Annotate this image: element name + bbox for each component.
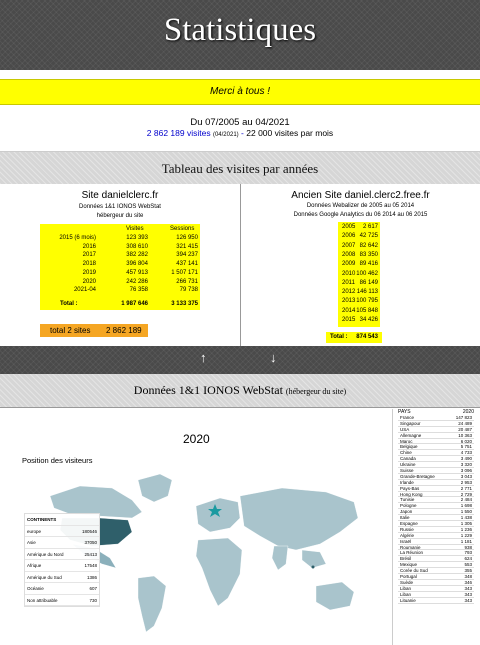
country-value: 2 729	[460, 491, 472, 497]
country-name: Chine	[400, 450, 412, 456]
site1-row-sessions: 437 141	[176, 261, 198, 268]
country-value: 24 489	[458, 420, 472, 426]
country-name: Israël	[400, 538, 412, 544]
continent-row	[25, 560, 99, 572]
period-text: Du 07/2005 au 04/2021	[190, 117, 290, 128]
site2-row-year: 2009	[342, 261, 356, 268]
site1-total-visits: 1 987 646	[121, 301, 148, 307]
southeast-asia	[302, 550, 326, 568]
country-name: La Réunion	[400, 550, 424, 556]
site2-title: Ancien Site daniel.clerc2.free.fr	[291, 190, 430, 201]
country-name: Liban	[400, 585, 412, 591]
site1-row-year: 2017	[82, 252, 96, 259]
site1-row-year: 2018	[82, 261, 96, 268]
country-value: 1 236	[460, 526, 472, 532]
continent-value: 37050	[84, 540, 97, 545]
site2-row-year: 2011	[342, 279, 355, 286]
country-name: Belgique	[400, 444, 418, 450]
country-list	[398, 415, 474, 604]
site2-row-value: 82 642	[359, 242, 378, 249]
country-value: 147 823	[455, 415, 472, 420]
site2-row-year: 2010	[342, 270, 356, 277]
country-name: Irlande	[400, 479, 414, 485]
continent-value: 607	[89, 586, 97, 591]
site1-row-sessions: 321 415	[176, 243, 198, 250]
site2-total-value: 874 543	[356, 334, 378, 340]
country-value: 938	[464, 544, 472, 550]
country-value: 1 438	[460, 515, 472, 521]
continent-name: europe	[27, 528, 42, 534]
country-name: Roumanie	[400, 544, 421, 550]
country-value: 3 320	[460, 462, 472, 468]
site1-row-year: 2015 (6 mois)	[59, 235, 96, 241]
country-header-year: 2020	[462, 409, 474, 415]
site1-row-visits: 242 286	[126, 278, 148, 285]
country-value: 355	[464, 568, 472, 574]
site2-row-value: 105 848	[356, 307, 378, 314]
site2-row-value: 34 426	[359, 317, 378, 323]
continents-header-row	[25, 514, 99, 526]
navigation-band	[0, 346, 480, 374]
country-name: Pologne	[400, 503, 417, 509]
country-value: 20 487	[458, 426, 472, 432]
country-value: 3 096	[460, 468, 472, 474]
site1-row-visits: 382 282	[126, 252, 148, 259]
site1-row-visits: 396 804	[126, 261, 148, 268]
site2-row-value: 42 725	[359, 233, 378, 240]
country-name: Grande-Bretagne	[400, 473, 435, 479]
tableau-title: Tableau des visites par années	[161, 161, 319, 176]
country-value: 1 305	[460, 521, 472, 527]
continent-value: 180546	[81, 528, 97, 534]
country-value: 793	[464, 550, 472, 556]
country-value: 2 771	[460, 485, 472, 491]
country-name: Mexique	[400, 562, 418, 568]
site1-col-visits: Visites	[126, 226, 144, 232]
site2-total-label: Total :	[330, 334, 348, 340]
country-name: Ukraine	[400, 462, 416, 468]
country-name: Suède	[400, 579, 414, 585]
site1-source: Données 1&1 IONOS WebStat	[79, 204, 161, 210]
india	[272, 546, 288, 570]
country-value: 3 490	[460, 456, 472, 462]
continent-row	[25, 572, 99, 584]
visits-summary	[0, 128, 480, 138]
country-value: 1 181	[460, 538, 472, 544]
continent-name: Non attribuable	[27, 597, 58, 603]
site1-row-sessions: 126 950	[176, 235, 198, 241]
site2-source2: Données Google Analytics du 06 2014 au 06 2015	[293, 212, 428, 218]
country-value: 343	[464, 585, 472, 591]
country-value: 2 953	[460, 479, 472, 485]
continents-header: CONTINENTS	[27, 517, 57, 522]
site2-row-year: 2015	[342, 317, 356, 323]
country-name: Hong Kong	[400, 491, 423, 497]
grand-total-label: total 2 sites	[50, 326, 91, 335]
site2-row-year: 2007	[342, 242, 356, 249]
total-visits: 2 862 189 visites	[146, 128, 211, 138]
map-label: Position des visiteurs	[22, 456, 93, 465]
country-name: Tunisie	[400, 497, 415, 503]
site1-row-visits: 76 358	[129, 287, 148, 294]
continent-row	[25, 537, 99, 549]
continent-row	[25, 583, 99, 595]
country-name: Brésil	[400, 556, 412, 562]
thanks-message: Merci à tous !	[209, 86, 271, 97]
singapore-dot	[312, 566, 315, 569]
site2-row-year: 2006	[342, 233, 356, 240]
continent-name: Océanie	[27, 586, 44, 591]
country-name: Portugal	[400, 574, 417, 580]
country-name: Maroc	[400, 438, 413, 444]
site1-total-sessions: 3 133 375	[171, 301, 198, 307]
continents-table	[24, 513, 100, 607]
site2-row-year: 2012	[342, 289, 356, 296]
country-value: 1 229	[460, 532, 472, 538]
site1-row-year: 2021-04	[73, 287, 96, 294]
greenland	[138, 474, 172, 502]
scroll-down-arrow[interactable]: ↓	[270, 350, 277, 365]
country-name: Pays-Bas	[400, 485, 420, 491]
ionos-title	[0, 383, 480, 398]
country-name: Canada	[400, 456, 416, 462]
site2-row-year: 2014	[342, 307, 356, 314]
visits-note: (04/2021)	[212, 132, 239, 138]
site1-row-visits: 308 610	[126, 243, 148, 250]
continent-value: 730	[89, 597, 97, 603]
country-value: 553	[464, 562, 472, 568]
country-header-label: PAYS	[398, 409, 411, 415]
site2-row-year: 2008	[342, 251, 356, 258]
site2-row-value: 2 617	[362, 224, 378, 230]
country-name: Italie	[400, 515, 410, 521]
continent-value: 1386	[86, 574, 97, 580]
site1-row-sessions: 394 237	[176, 252, 198, 259]
australia	[316, 582, 354, 610]
site2-row-year: 2013	[342, 298, 356, 305]
site1-row-year: 2016	[82, 243, 96, 250]
site1-col-sessions: Sessions	[170, 226, 195, 232]
continent-row	[25, 549, 99, 561]
continent-name: Amérique du Sud	[27, 574, 62, 580]
continent-value: 25413	[84, 551, 97, 557]
ionos-title-main: Données 1&1 IONOS WebStat	[133, 383, 283, 397]
page-title: Statistiques	[163, 12, 317, 48]
site2-row-value: 100 462	[356, 270, 378, 277]
country-name: Japon	[400, 509, 413, 515]
continent-value: 17548	[84, 563, 97, 568]
country-name: Liban	[400, 591, 412, 597]
site1-host: hébergeur du site	[96, 213, 144, 219]
country-value: 348	[464, 574, 472, 580]
country-name: Espagne	[400, 521, 418, 527]
site2-row-value: 89 416	[359, 261, 378, 268]
site2-row-value: 83 350	[359, 251, 378, 258]
continent-row	[25, 526, 99, 538]
site2-row-value: 146 113	[356, 289, 378, 296]
asia	[240, 488, 358, 550]
country-value: 6 020	[460, 438, 472, 444]
country-row	[398, 598, 474, 604]
country-value: 1 698	[460, 503, 472, 509]
site1-row-year: 2019	[82, 269, 96, 276]
site1-row-visits: 457 913	[126, 269, 148, 276]
site2-row-year: 2005	[342, 224, 356, 230]
monthly-visits: 22 000 visites par mois	[246, 128, 334, 138]
site1-row-sessions: 79 738	[179, 287, 198, 294]
site1-row-sessions: 1 507 171	[171, 269, 198, 276]
africa	[196, 538, 242, 606]
country-name: Singapour	[400, 420, 421, 426]
south-america	[138, 576, 166, 632]
country-value: 624	[464, 556, 472, 562]
scroll-up-arrow[interactable]: ↑	[200, 350, 207, 365]
country-name: USA	[400, 426, 410, 432]
continent-name: Amérique du Nord	[27, 551, 64, 557]
country-value: 343	[464, 597, 472, 603]
country-value: 3 043	[460, 473, 472, 479]
grand-total-value: 2 862 189	[106, 326, 142, 335]
site1-title: Site danielclerc.fr	[81, 190, 159, 201]
site1-row-visits: 123 393	[126, 235, 148, 241]
continent-name: Asie	[27, 540, 36, 545]
site1-total-label: Total :	[60, 301, 78, 307]
country-value: 346	[464, 579, 472, 585]
country-name: Suisse	[400, 468, 414, 474]
map-year: 2020	[183, 432, 210, 446]
country-value: 1 550	[460, 509, 472, 515]
country-name: Allemagne	[400, 432, 422, 438]
country-value: 4 733	[460, 450, 472, 456]
site1-row-year: 2020	[82, 278, 96, 285]
country-name: Russie	[400, 526, 414, 532]
site2-row-value: 100 795	[356, 298, 378, 305]
country-name: Lituanie	[400, 597, 416, 603]
summary-separator: -	[241, 128, 244, 138]
country-value: 5 751	[460, 444, 472, 450]
country-name: France	[400, 415, 415, 420]
continent-rows	[25, 526, 99, 607]
country-name: Corée du Sud	[400, 568, 428, 574]
continent-name: Afrique	[27, 563, 42, 568]
country-value: 10 363	[458, 432, 472, 438]
site2-source1: Données Webalizer de 2005 au 05 2014	[306, 203, 415, 209]
site2-row-value: 86 149	[359, 279, 378, 286]
country-name: Algérie	[400, 532, 415, 538]
continent-row	[25, 595, 99, 607]
country-value: 343	[464, 591, 472, 597]
site1-row-sessions: 266 731	[176, 278, 198, 285]
country-value: 2 484	[460, 497, 472, 503]
ionos-title-sub: (hébergeur du site)	[285, 387, 347, 396]
